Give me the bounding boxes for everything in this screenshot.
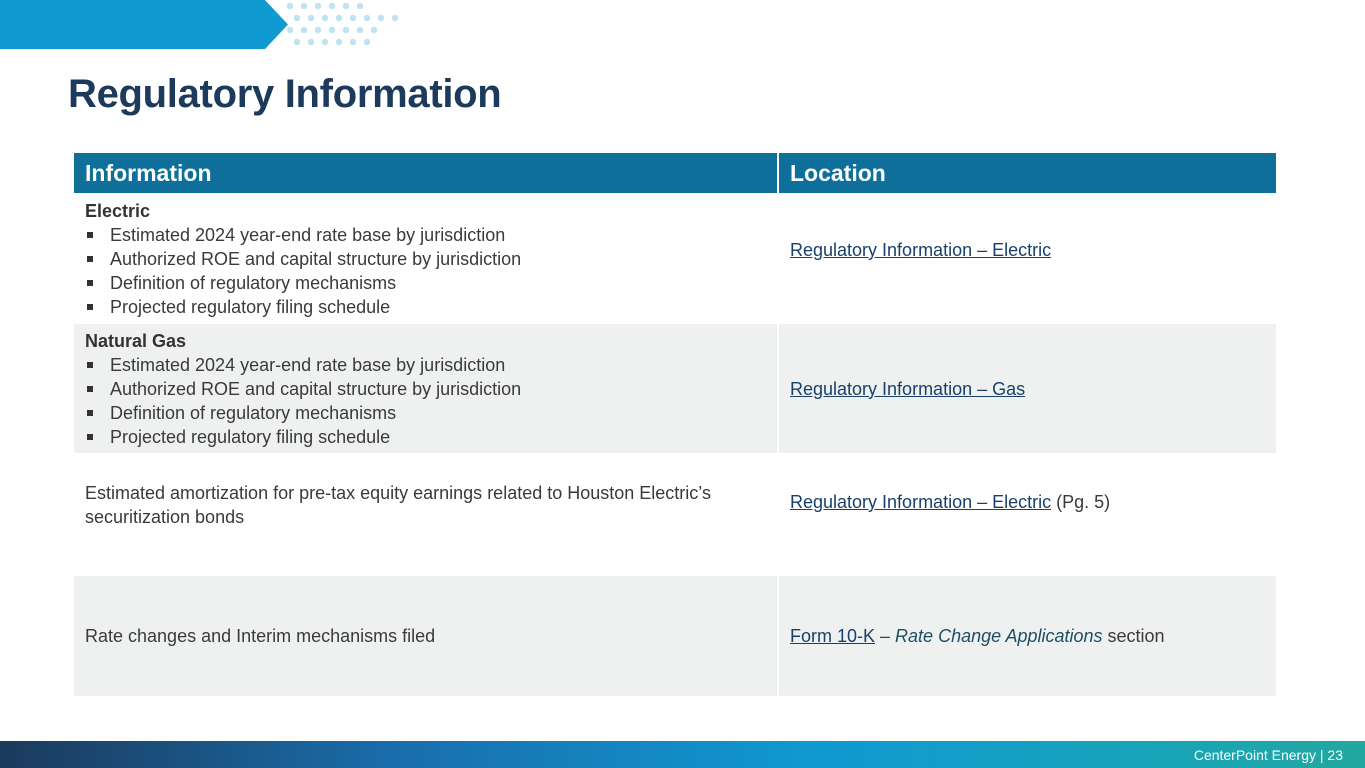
location-cell	[778, 324, 1276, 454]
column-header-location: Location	[778, 153, 1276, 194]
list-item: Projected regulatory filing schedule	[85, 425, 766, 449]
location-cell	[778, 454, 1276, 576]
form-10k-link[interactable]: Form 10-K	[790, 625, 876, 646]
regulatory-gas-link[interactable]: Regulatory Information – Gas	[790, 378, 1026, 399]
location-cell	[778, 576, 1276, 696]
regulatory-electric-link[interactable]: Regulatory Information – Electric	[790, 492, 1052, 512]
list-item: Estimated 2024 year-end rate base by jurisdiction	[85, 223, 766, 247]
column-header-information: Information	[74, 153, 778, 194]
category-label: Electric	[85, 200, 151, 221]
list-item: Estimated 2024 year-end rate base by jurisdiction	[85, 353, 766, 377]
regulatory-table	[74, 153, 1276, 696]
list-item: Authorized ROE and capital structure by jurisdiction	[85, 377, 766, 401]
information-text: Estimated amortization for pre-tax equity earnings related to Houston Electric’s securitization bonds	[85, 482, 711, 527]
footer-gradient-bar	[0, 741, 1365, 768]
section-suffix: section	[1102, 625, 1165, 646]
footer-text: CenterPoint Energy | 23	[1193, 747, 1343, 763]
table-row	[74, 576, 1276, 696]
bullet-list	[85, 353, 766, 449]
information-cell	[74, 576, 778, 696]
list-item: Definition of regulatory mechanisms	[85, 271, 766, 295]
list-item: Definition of regulatory mechanisms	[85, 401, 766, 425]
category-label: Natural Gas	[85, 330, 187, 351]
table-row	[74, 324, 1276, 454]
page-title: Regulatory Information	[68, 72, 502, 116]
decorative-dot-pattern	[280, 0, 410, 52]
header-accent-bar	[0, 0, 290, 49]
location-cell	[778, 194, 1276, 324]
section-name-italic: Rate Change Applications	[895, 625, 1103, 646]
table-header-row	[74, 153, 1276, 194]
list-item: Authorized ROE and capital structure by jurisdiction	[85, 247, 766, 271]
information-cell	[74, 194, 778, 324]
information-text: Rate changes and Interim mechanisms filed	[85, 625, 436, 646]
bullet-list	[85, 223, 766, 319]
section-name	[895, 626, 1102, 646]
information-cell	[74, 324, 778, 454]
location-dash: –	[875, 625, 896, 646]
table-row	[74, 194, 1276, 324]
page-reference: (Pg. 5)	[1051, 492, 1111, 512]
list-item: Projected regulatory filing schedule	[85, 295, 766, 319]
regulatory-electric-link[interactable]: Regulatory Information – Electric	[790, 240, 1052, 260]
table-row	[74, 454, 1276, 576]
information-cell	[74, 454, 778, 576]
